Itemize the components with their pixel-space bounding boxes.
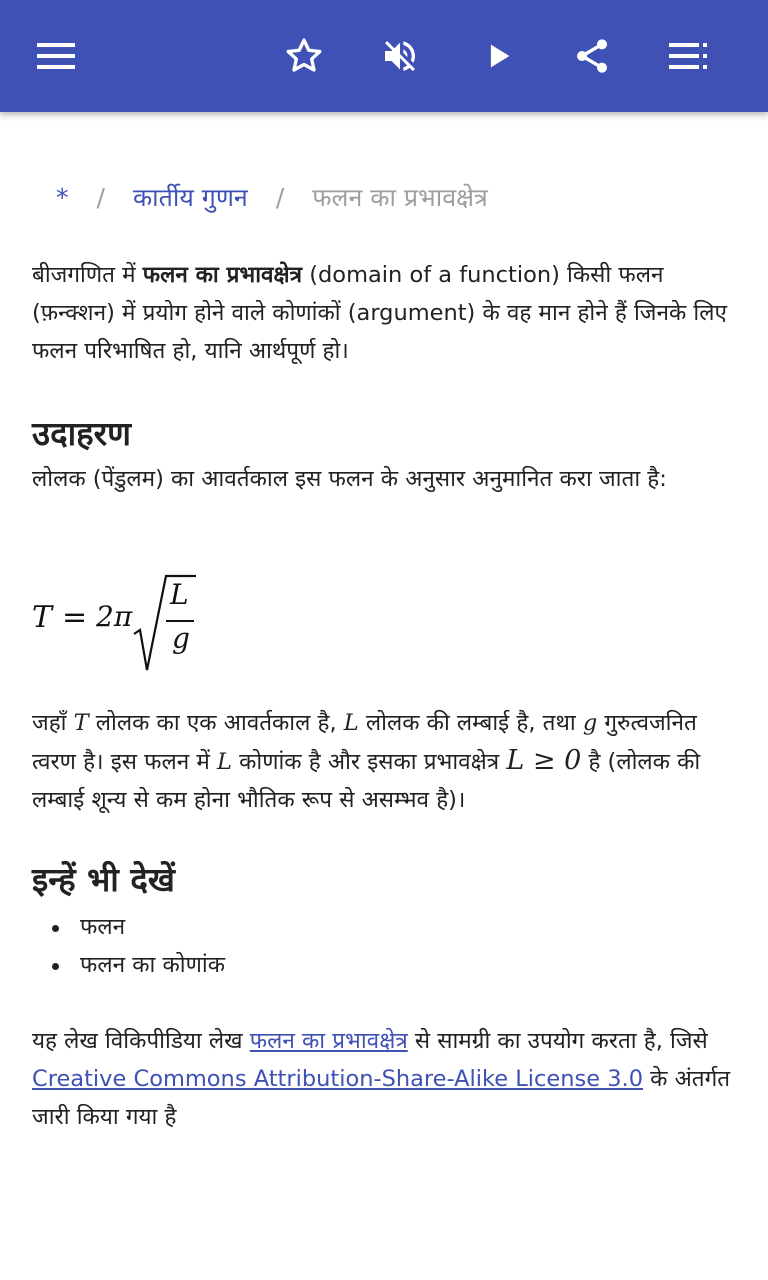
- mute-button[interactable]: [370, 26, 430, 86]
- math-var-g: g: [582, 710, 598, 736]
- play-button[interactable]: [468, 26, 528, 86]
- menu-button[interactable]: [26, 26, 86, 86]
- contents-button[interactable]: [658, 26, 718, 86]
- attribution-text: से सामग्री का उपयोग करता है, जिसे: [407, 1028, 708, 1054]
- intro-bold-term: फलन का प्रभावक्षेत्र: [142, 262, 303, 288]
- play-icon: [481, 39, 515, 73]
- star-outline-icon: [284, 36, 324, 76]
- explain-text: गुरुत्वजनित त्वरण है। इस फलन में: [32, 710, 697, 775]
- share-icon: [572, 36, 612, 76]
- example-paragraph: लोलक (पेंडुलम) का आवर्तकाल इस फलन के अनुसार अनुमानित करा जाता है:: [32, 466, 667, 492]
- example-heading: उदाहरण: [32, 414, 132, 453]
- explanation-paragraph: [32, 704, 742, 819]
- formula-denominator: g: [172, 622, 190, 655]
- breadcrumb: [56, 178, 488, 218]
- breadcrumb-parent[interactable]: कार्तीय गुणन: [132, 183, 248, 212]
- explain-text: लोलक की लम्बाई है, तथा: [358, 710, 583, 736]
- formula-equals: =: [62, 600, 88, 635]
- attribution-paragraph: [32, 1022, 738, 1136]
- share-button[interactable]: [562, 26, 622, 86]
- license-link[interactable]: Creative Commons Attribution-Share-Alike License 3.0: [32, 1066, 644, 1092]
- breadcrumb-current: फलन का प्रभावक्षेत्र: [312, 183, 488, 212]
- hamburger-menu-icon: [37, 42, 75, 70]
- see-also-heading: इन्हें भी देखें: [32, 860, 175, 899]
- breadcrumb-root[interactable]: *: [56, 183, 69, 212]
- math-inequality: L ≥ 0: [506, 745, 582, 776]
- math-var-L: L: [343, 710, 359, 736]
- math-var-T: T: [73, 710, 89, 736]
- attribution-text: यह लेख विकिपीडिया लेख: [32, 1028, 250, 1054]
- explain-text: कोणांक है और इसका प्रभावक्षेत्र: [231, 749, 507, 775]
- intro-text: बीजगणित में: [32, 262, 143, 288]
- math-var-L: L: [216, 749, 232, 775]
- explain-text: है (लोलक की लम्बाई शून्य से कम होना भौतिक रूप से असम्भव है)।: [32, 749, 701, 813]
- list-item[interactable]: फलन का कोणांक: [32, 946, 736, 984]
- pendulum-formula: [32, 570, 232, 680]
- breadcrumb-separator: /: [275, 183, 285, 212]
- sqrt-sign: [132, 574, 202, 674]
- intro-paragraph: [32, 256, 736, 370]
- volume-off-icon: [380, 36, 420, 76]
- attribution-text: के अंतर्गत जारी किया गया है: [32, 1066, 731, 1130]
- formula-numerator: L: [170, 578, 189, 611]
- explain-text: जहाँ: [32, 710, 74, 736]
- breadcrumb-separator: /: [96, 183, 105, 212]
- app-bar: [0, 0, 768, 112]
- see-also-list: [32, 908, 736, 984]
- source-article-link[interactable]: फलन का प्रभावक्षेत्र: [249, 1028, 408, 1054]
- list-item[interactable]: फलन: [32, 908, 736, 946]
- intro-text: (domain of a function) किसी फलन (फ़न्क्शन) में प्रयोग होने वाले कोणांकों (argument) के वह मान होने हैं जिनके लिए फलन परिभाषित हो, यानि आर्थपूर्ण हो।: [32, 262, 727, 364]
- formula-coefficient: 2π: [96, 600, 133, 633]
- bookmark-button[interactable]: [274, 26, 334, 86]
- explain-text: लोलक का एक आवर्तकाल है,: [88, 710, 344, 736]
- playlist-icon: [669, 42, 707, 70]
- formula-lhs: T: [32, 600, 53, 635]
